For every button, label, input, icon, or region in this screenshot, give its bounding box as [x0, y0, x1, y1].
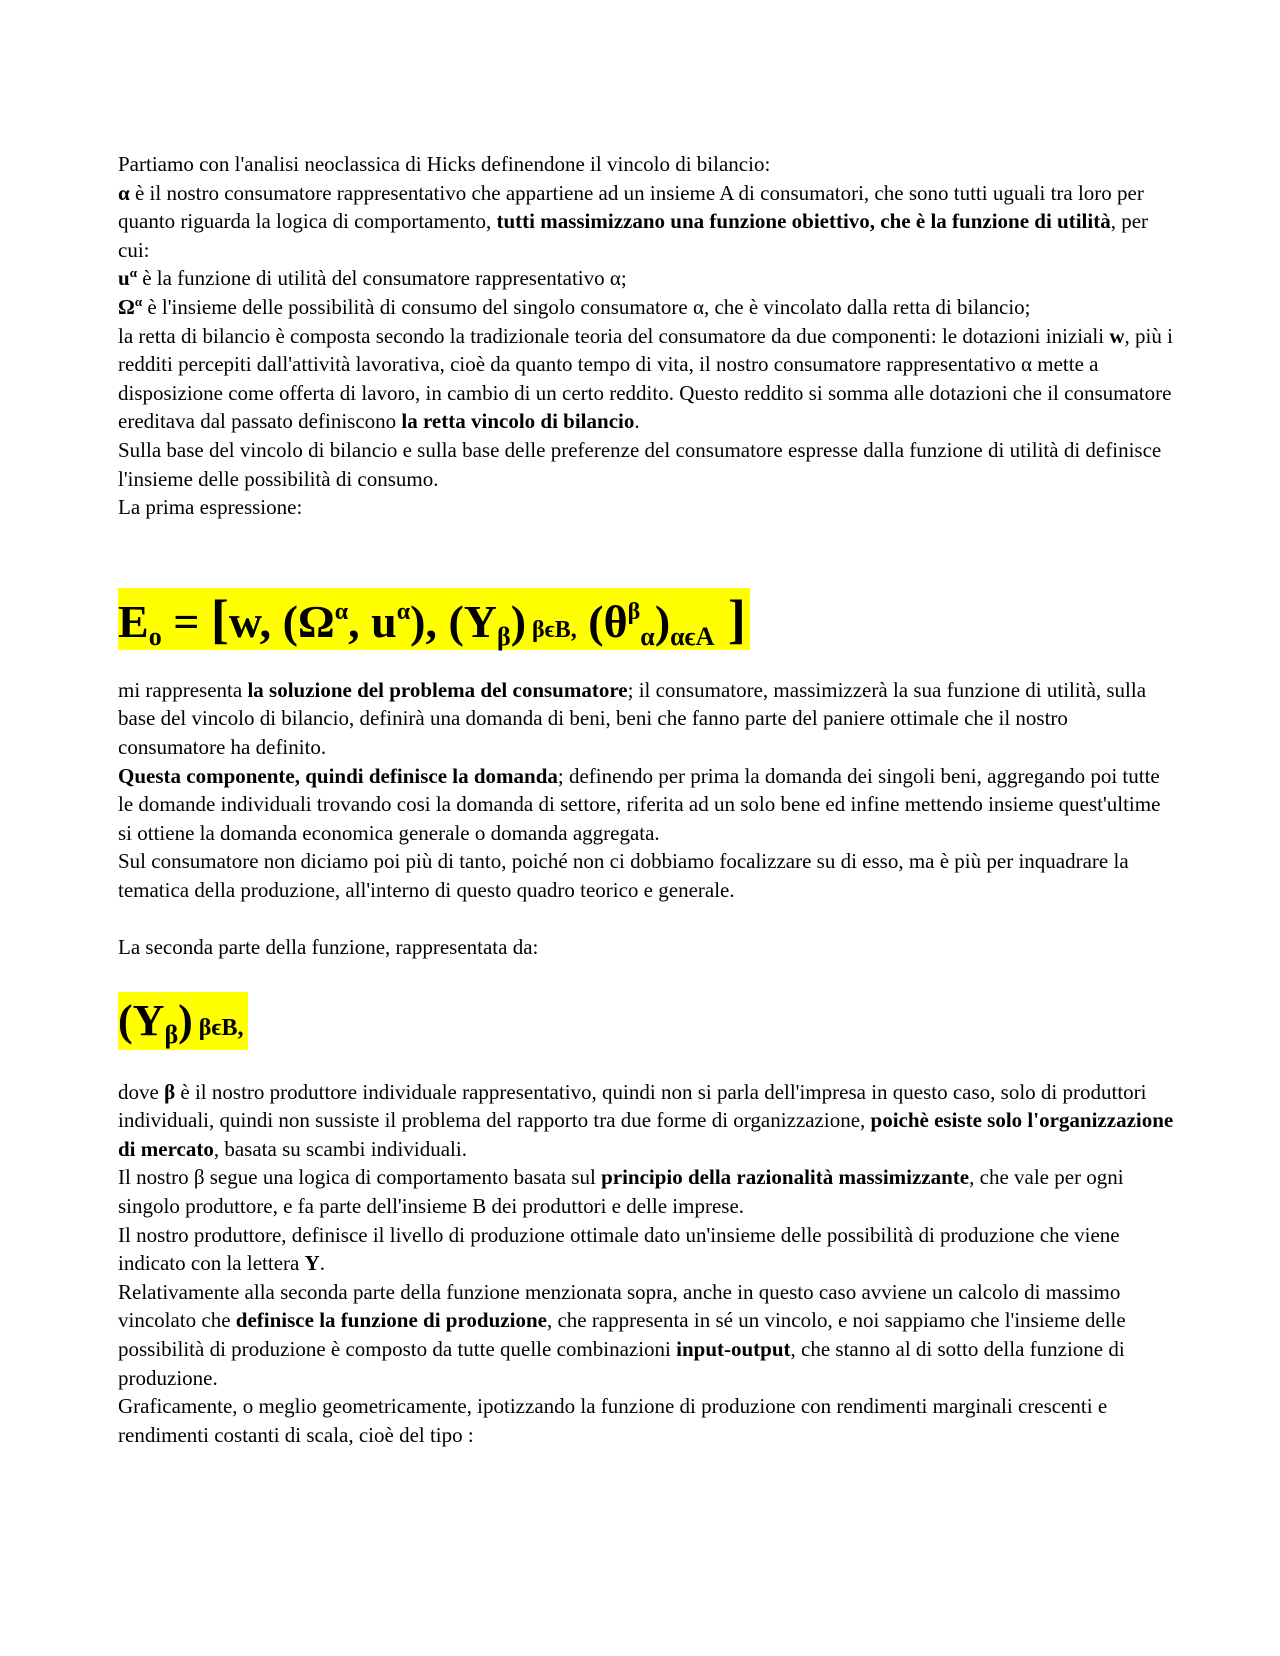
sulla-base-text: Sulla base del vincolo di bilancio e sulla base delle preferenze del consumatore espresse dalla funzione di utilità di definisce l'insieme delle possibilità di consumo. [118, 437, 1162, 491]
alpha-bold-text: tutti massimizzano una funzione obiettivo, che è la funzione di utilità [496, 209, 1111, 234]
formula-theta: (θ [576, 595, 628, 647]
formula-equals: = [161, 595, 211, 647]
retta-bold-text: la retta vincolo di bilancio [401, 409, 635, 434]
retta-end: . [634, 409, 640, 434]
formula2-y-sub: β [164, 1019, 179, 1049]
relativamente-mid-text: , che rappresenta in sé un vincolo, e noi sappiamo che l'insieme delle possibilità di produzione è composto da tutte quelle combinazioni [118, 1308, 1126, 1361]
alpha-end-text: , per cui: [118, 209, 1149, 262]
retta-w: w [1109, 323, 1125, 348]
formula-e: E [118, 595, 149, 647]
u-superscript: α [129, 265, 137, 281]
questa-rest-text: ; definendo per prima la domanda dei singoli beni, aggregando poi tutte le domande individuali trovando cosi la domanda di settore, riferita ad un solo bene ed infine mettendo insieme quest'ultime si ottiene la domanda economica generale o domanda aggregata. [118, 763, 1161, 845]
formula2-y-close: ) [178, 995, 193, 1045]
intro-text: Partiamo con l'analisi neoclassica di Hicks definendone il vincolo di bilancio: [118, 152, 771, 176]
formula-2-highlight [118, 992, 248, 1050]
formula-theta-sub: α [640, 621, 655, 651]
formula-beta-in-b: βϵB, [526, 616, 577, 643]
alpha-symbol: α [118, 180, 130, 205]
produttore-end: . [319, 1251, 326, 1276]
formula-1-block [118, 588, 1178, 654]
dove-text: dove [118, 1079, 165, 1104]
relativamente-bold-text: definisce la funzione di produzione [235, 1308, 547, 1333]
graficamente-text: Graficamente, o meglio geometricamente, ipotizzando la funzione di produzione con rendimenti marginali crescenti e rendimenti costanti di scala, cioè del tipo : [118, 1394, 1108, 1447]
formula-theta-sup: β [627, 598, 641, 625]
intro-paragraph [118, 150, 1178, 522]
dove-bold-text: poichè esiste solo l'organizzazione di mercato [118, 1108, 1174, 1161]
beta-bold: β [164, 1079, 176, 1104]
formula-alpha-in-a: αϵA [670, 621, 715, 651]
seconda-parte-text: La seconda parte della funzione, rappresentata da: [118, 935, 539, 960]
alpha-text: è il nostro consumatore rappresentativo che appartiene ad un insieme A di consumatori, che sono tutti uguali tra loro per quanto riguarda la logica di comportamento, [118, 180, 1144, 234]
dove-end-text: , basata su scambi individuali. [213, 1136, 467, 1161]
formula-2-block [118, 992, 1178, 1056]
formula2-beta-in-b: βϵB, [192, 1014, 244, 1041]
formula-y-sub: β [497, 621, 511, 651]
u-symbol: u [118, 266, 130, 291]
nostro-end-text: , che vale per ogni singolo produttore, e fa parte dell'insieme B dei produttori e delle imprese. [118, 1165, 1124, 1219]
formula-u-sup: α [396, 598, 411, 625]
nostro-beta-text: Il nostro β segue una logica di comportamento basata sul [118, 1165, 602, 1190]
sul-consumatore-text: Sul consumatore non diciamo poi più di tanto, poiché non ci dobbiamo focalizzare su di esso, ma è più per inquadrare la tematica della produzione, all'interno di questo quadro teorico e generale. [118, 849, 1129, 902]
relativamente-end-text: , che stanno al di sotto della funzione di produzione. [118, 1337, 1125, 1390]
omega-superscript: α [134, 293, 143, 309]
blank-line [118, 904, 1178, 933]
u-text: è la funzione di utilità del consumatore rappresentativo α; [136, 266, 627, 291]
formula-y: ), (Y [410, 595, 497, 647]
producer-paragraph [118, 1078, 1178, 1450]
mi-rest-text: ; il consumatore, massimizzerà la sua funzione di utilità, sulla base del vincolo di bilancio, definirà una domanda di beni, beni che fanno parte del paniere ottimale che il nostro consumatore ha definito. [118, 677, 1147, 759]
nostro-bold-text: principio della razionalità massimizzante [601, 1165, 970, 1190]
relativamente-text: Relativamente alla seconda parte della funzione menzionata sopra, anche in questo caso avviene un calcolo di massimo vincolato che [118, 1279, 1121, 1333]
formula-bracket-open: [ [210, 588, 229, 649]
seconda-parte-paragraph [118, 933, 1178, 962]
omega-text: è l'insieme delle possibilità di consumo del singolo consumatore α, che è vincolato dalla retta di bilancio; [142, 294, 1031, 319]
retta-text-2: , più i redditi percepiti dall'attività lavorativa, cioè da quanto tempo di vita, il nostro consumatore rappresentativo α mette a disposizione come offerta di lavoro, in cambio di un certo reddito. Questo reddito si somma alle dotazioni che il consumatore ereditava dal passato definiscono [118, 323, 1173, 434]
formula-w-omega: w, (Ω [228, 595, 335, 647]
mi-bold-text: la soluzione del problema del consumatore [247, 677, 628, 702]
document-page [118, 150, 1178, 1449]
formula-bracket-close: ] [714, 588, 746, 649]
omega-symbol: Ω [118, 294, 135, 319]
questa-bold-text: Questa componente, quindi definisce la domanda [118, 763, 558, 788]
formula-theta-close: ) [654, 595, 671, 647]
prima-espressione-text: La prima espressione: [118, 495, 303, 520]
retta-text-1: la retta di bilancio è composta secondo la tradizionale teoria del consumatore da due componenti: le dotazioni iniziali [118, 323, 1110, 348]
formula-u: , u [348, 595, 397, 647]
formula-e-sub: o [148, 621, 162, 651]
mi-text: mi rappresenta [118, 677, 248, 702]
produttore-text: Il nostro produttore, definisce il livello di produzione ottimale dato un'insieme delle possibilità di produzione che viene indicato con la lettera [118, 1222, 1120, 1276]
input-output-bold: input-output [676, 1337, 791, 1361]
dove-body-text: è il nostro produttore individuale rappresentativo, quindi non si parla dell'impresa in questo caso, solo di produttori individuali, quindi non sussiste il problema del rapporto tra due forme di organizzazione, [118, 1079, 1147, 1133]
consumer-paragraph [118, 676, 1178, 905]
produttore-y: Y [304, 1251, 320, 1276]
formula-1-highlight [118, 588, 750, 650]
formula-y-close: ) [510, 595, 527, 647]
formula2-y: (Y [118, 995, 165, 1045]
formula-omega-sup: α [334, 598, 349, 625]
